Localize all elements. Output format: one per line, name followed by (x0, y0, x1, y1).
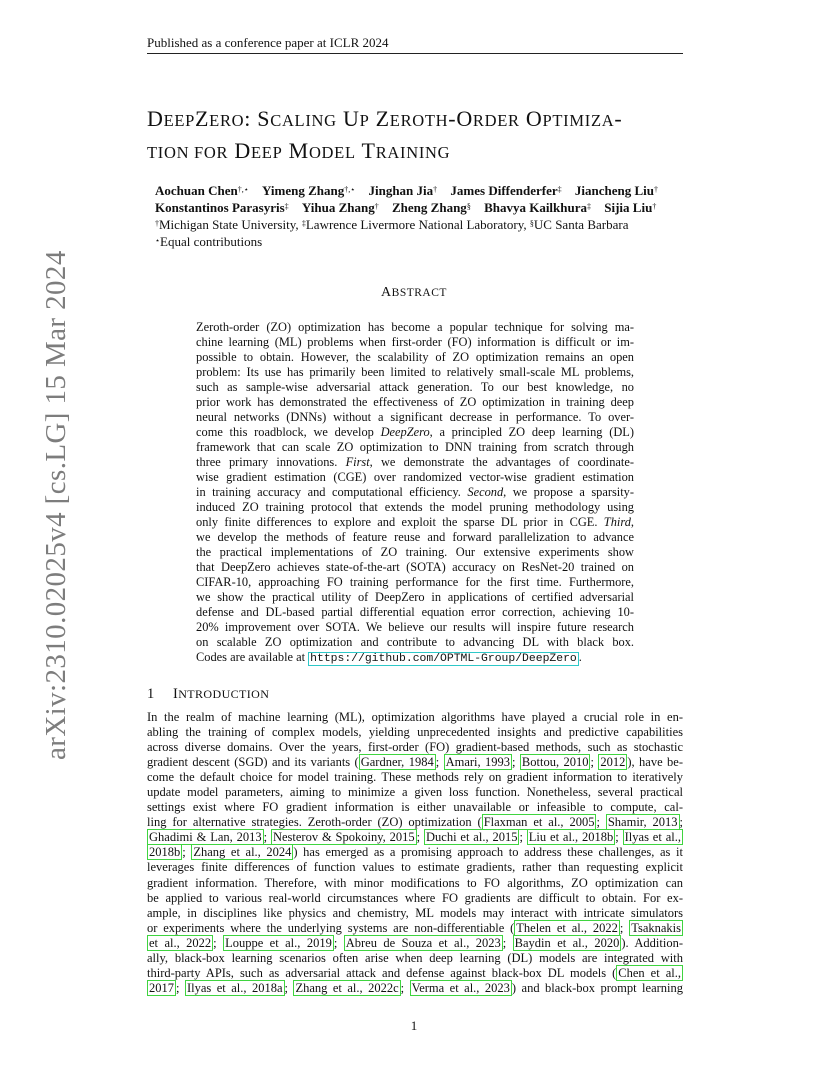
text-run: ; (615, 830, 623, 845)
intro-line (147, 981, 683, 996)
heading-rest: NTRODUCTION (178, 687, 270, 701)
author-row-1 (155, 182, 685, 199)
text-run: In the realm of machine learning (ML), optimization algorithms have played a crucial role in en- (147, 710, 683, 724)
text-run: ; (182, 845, 192, 860)
title-fragment: Z (369, 106, 390, 131)
abstract-line: framework that can scale ZO optimization to DNN training from scratch through (196, 440, 634, 454)
citation-link[interactable]: et al., 2022 (149, 935, 212, 950)
citation-link[interactable]: Duchi et al., 2015 (426, 830, 518, 845)
author-name: Yihua Zhang (301, 200, 375, 215)
affiliation-mark: ‡ (301, 219, 306, 228)
intro-line (147, 800, 683, 815)
text-run: ; (263, 830, 271, 845)
title-fragment: T (355, 138, 376, 163)
intro-line (147, 755, 683, 770)
text-run: ; (619, 920, 630, 935)
citation-link[interactable]: Louppe et al., 2019 (225, 935, 332, 950)
text-run: ; (596, 815, 606, 830)
citation-link[interactable]: Verma et al., 2023 (411, 980, 510, 995)
text-run: ; (176, 980, 185, 995)
author-name: James Diffenderfer (450, 183, 558, 198)
text-run: in training accuracy and computational efficiency. (196, 485, 468, 499)
abstract-line: defense and DL-based partial differential equation error correction, achieving 10- (196, 605, 634, 619)
text-run: three primary innovations. (196, 455, 346, 469)
affiliation-text: Michigan State University, (159, 217, 302, 232)
intro-line (147, 785, 683, 800)
text-run: ling for alternative strategies. Zeroth-order (ZO) optimization ( (147, 815, 482, 830)
header-rule (147, 53, 683, 54)
text-run: leverages finite differences of function values to estimate gradients, rather than requesting explicit (147, 860, 683, 875)
intro-line (147, 891, 683, 906)
intro-line (147, 876, 683, 891)
title-fragment: : (244, 106, 258, 131)
title-fragment: EEP (163, 111, 196, 130)
abstract-line: we develop the methods of feature reuse and forward parallelization to advance (196, 530, 634, 544)
title-fragment: U (336, 106, 360, 131)
text-run: gradient descent (SGD) and its variants ( (147, 755, 359, 770)
author-mark: † (374, 202, 379, 211)
title-fragment: O (519, 106, 543, 131)
title-fragment: RDER (472, 111, 520, 130)
text-run: gradient information. Therefore, with minor modifications to FO algorithms, ZO optimization can (147, 875, 683, 890)
text-run: be applied to various real-world circumstances where FO gradients are difficult to obtain. For ex- (147, 890, 683, 905)
title-fragment: - (614, 106, 623, 131)
title-fragment: O (456, 106, 473, 131)
text-run: ) has emerged as a promising approach to address these challenges, as it (293, 845, 683, 860)
author-name: Yimeng Zhang (261, 183, 345, 198)
text-run: . (578, 650, 582, 664)
text-run: ; (416, 830, 424, 845)
intro-line (147, 740, 683, 755)
citation-link[interactable]: Amari, 1993 (445, 755, 511, 770)
intro-line (147, 951, 683, 966)
text-run: ; (400, 980, 410, 995)
text-run: ; (502, 935, 513, 950)
abstract-line: prior work has demonstrated the effectiveness of ZO optimization in training deep (196, 395, 634, 409)
abstract-line: problem: Its use has primarily been limited to relatively small-scale ML problems, (196, 365, 634, 379)
arxiv-stamp: arXiv:2310.02025v4 [cs.LG] 15 Mar 2024 (40, 250, 72, 760)
text-run: come the default choice for model training. These methods rely on gradient information to iteratively (147, 770, 683, 785)
text-run: ; (590, 755, 599, 770)
text-run: ample, in disciplines like physics and chemistry, ML models may interact with intricate simulators (147, 905, 683, 920)
title-fragment: CALING (270, 111, 337, 130)
citation-link[interactable]: Shamir, 2013 (607, 815, 678, 830)
intro-line (147, 906, 683, 921)
equal-contribution-note (155, 233, 685, 250)
author-name: Jinghan Jia (368, 183, 434, 198)
author-name: Sijia Liu (604, 200, 653, 215)
citation-link[interactable]: Abreu de Souza et al., 2023 (345, 935, 501, 950)
text-run: ) and black-box prompt learning (511, 980, 684, 995)
affiliation-text: Lawrence Livermore National Laboratory, (305, 217, 530, 232)
title-fragment: S (257, 106, 271, 131)
title-fragment: EEP (251, 143, 283, 162)
abstract-line: that DeepZero achieves state-of-the-art (SOTA) accuracy on ResNet-20 trained on (196, 560, 634, 574)
citation-link[interactable]: Ilyas et al., (624, 830, 681, 845)
text-run: ). Addition- (621, 935, 683, 950)
author-mark: † (653, 185, 658, 194)
abstract-line: 20% improvement over SOTA. We believe our results will inspire future research (196, 620, 634, 634)
heading-cap: A (381, 285, 392, 300)
text-run: , a principled ZO deep learning (DL) (429, 425, 634, 439)
author-mark: ‡ (587, 202, 592, 211)
citation-link[interactable]: Zhang et al., 2024 (193, 845, 292, 860)
page-number: 1 (410, 1018, 418, 1033)
author-block (155, 182, 685, 250)
abstract-heading (0, 285, 828, 301)
citation-link[interactable]: Liu et al., 2018b (528, 830, 614, 845)
paper-title (147, 104, 692, 168)
heading-cap: I (173, 686, 179, 702)
text-run: across diverse domains. Over the years, first-order (FO) gradient-based methods, such as stochastic (147, 740, 683, 755)
author-mark: † (433, 185, 438, 194)
intro-line (147, 966, 683, 981)
author-mark: †,⋆ (344, 185, 356, 194)
author-row-2 (155, 199, 685, 216)
title-fragment: PTIMIZA (542, 111, 615, 130)
abstract-line: induced ZO training protocol that extends the model pruning methodology using (196, 500, 634, 514)
equal-mark: ⋆ (155, 236, 161, 245)
affiliations (155, 216, 685, 233)
citation-link[interactable]: Gardner, 1984 (360, 755, 434, 770)
affiliation-mark: § (529, 219, 534, 228)
running-header: Published as a conference paper at ICLR 2024 (147, 35, 389, 50)
citation-link[interactable]: 2012 (600, 755, 626, 770)
abstract-line: such as sample-wise adversarial attack generation. To our best knowledge, no (196, 380, 634, 394)
intro-line (147, 710, 683, 725)
title-line-2 (147, 136, 692, 168)
emphasis: Third (603, 515, 631, 529)
text-run: ; (679, 815, 683, 830)
abstract-line: possible to obtain. However, the scalability of ZO optimization remains an open (196, 350, 634, 364)
abstract-line: we show the practical utility of DeepZero in applications of certified adversarial (196, 590, 634, 604)
title-fragment: Z (195, 106, 210, 131)
introduction-body (147, 710, 683, 996)
author-name: Konstantinos Parasyris (155, 200, 285, 215)
text-run: ; (333, 935, 344, 950)
author-mark: †,⋆ (237, 185, 249, 194)
citation-link[interactable]: Ghadimi & Lan, 2013 (149, 830, 262, 845)
intro-line (147, 725, 683, 740)
abstract-line: neural networks (DNNs) without a significant decrease in performance. To over- (196, 410, 634, 424)
text-run: only finite differences to explore and exploit the sparse DL prior in CGE. (196, 515, 604, 529)
author-name: Aochuan Chen (155, 183, 238, 198)
intro-line (147, 936, 683, 951)
title-fragment: ODEL (308, 143, 356, 162)
text-run: come this roadblock, we develop (196, 425, 381, 439)
abstract-line (196, 485, 634, 500)
author-name: Bhavya Kailkhura (484, 200, 588, 215)
intro-line (147, 830, 683, 845)
abstract-line: wise gradient estimation (CGE) over randomized vector-wise gradient estimation (196, 470, 634, 484)
abstract-line: Zeroth-order (ZO) optimization has become a popular technique for solving ma- (196, 320, 634, 334)
abstract-line (196, 515, 634, 530)
text-run: Codes are available at (196, 650, 309, 664)
text-run: ally, black-box learning scenarios often arise when deep learning (DL) models are integrated with (147, 950, 683, 965)
title-fragment: - (448, 106, 457, 131)
text-run: or experiments where the underlying systems are non-differentiable ( (147, 920, 515, 935)
title-fragment: RAINING (375, 143, 451, 162)
title-fragment: TION FOR (147, 143, 229, 162)
text-run: third-party APIs, such as adversarial attack and defense against black-box DL models ( (147, 965, 617, 980)
text-run: ; (284, 980, 294, 995)
author-mark: † (652, 202, 657, 211)
affiliation-text: UC Santa Barbara (533, 217, 629, 232)
text-run: ), have be- (627, 755, 683, 770)
citation-link[interactable]: Tsaknakis (631, 920, 681, 935)
abstract-line (196, 455, 634, 470)
intro-line (147, 845, 683, 860)
title-fragment: P (359, 111, 370, 130)
text-run: update model parameters, aiming to minimize a given loss function. Nonetheless, several practical (147, 785, 683, 800)
citation-link[interactable]: Nesterov & Spokoiny, 2015 (272, 830, 415, 845)
text-run: settings exist where FO gradient information is either unavailable or infeasible to compute, cal- (147, 800, 683, 815)
title-fragment: D (228, 138, 252, 163)
citation-link[interactable]: Zhang et al., 2022c (295, 980, 399, 995)
emphasis: First (345, 455, 370, 469)
abstract-line: CIFAR-10, approaching FO training performance for the first time. Furthermore, (196, 575, 634, 589)
citation-link[interactable]: Ilyas et al., 2018a (186, 980, 283, 995)
author-name: Zheng Zhang (392, 200, 467, 215)
abstract-line: chine learning (ML) problems when first-order (FO) information is difficult or im- (196, 335, 634, 349)
abstract-line (196, 650, 634, 667)
intro-line (147, 860, 683, 875)
citation-link[interactable]: Chen et al., (618, 965, 681, 980)
text-run: ; (213, 935, 224, 950)
emphasis: Second (467, 485, 504, 499)
intro-line (147, 770, 683, 785)
abstract-line (196, 425, 634, 440)
title-fragment: D (147, 106, 164, 131)
section-number: 1 (147, 686, 155, 702)
title-fragment: ERO (209, 111, 245, 130)
text-run: ; (512, 755, 520, 770)
abstract-body (196, 320, 634, 667)
author-mark: ‡ (557, 185, 562, 194)
section-heading-introduction (147, 686, 269, 703)
title-fragment: EROTH (389, 111, 449, 130)
title-fragment: M (282, 138, 309, 163)
abstract-line: the practical implementations of ZO training. Our extensive experiments show (196, 545, 634, 559)
emphasis: DeepZero (380, 425, 430, 439)
author-name: Jiancheng Liu (574, 183, 654, 198)
intro-line (147, 815, 683, 830)
code-link[interactable]: https://github.com/OPTML-Group/DeepZero (310, 653, 577, 665)
equal-text: Equal contributions (160, 234, 263, 249)
author-mark: § (466, 202, 471, 211)
text-run: , we propose a sparsity- (503, 485, 634, 499)
text-run: ; (519, 830, 527, 845)
heading-rest: BSTRACT (391, 287, 447, 299)
text-run: , we demonstrate the advantages of coordinate- (369, 455, 634, 469)
citation-link[interactable]: Thelen et al., 2022 (516, 920, 618, 935)
citation-link[interactable]: 2017 (149, 980, 174, 995)
affiliation-mark: † (155, 219, 159, 228)
abstract-line: on scalable ZO optimization and contribute to advancing DL with black box. (196, 635, 634, 649)
citation-link[interactable]: Bottou, 2010 (521, 755, 589, 770)
text-run: , (630, 515, 634, 529)
author-mark: ‡ (284, 202, 289, 211)
title-line-1 (147, 104, 692, 136)
citation-link[interactable]: 2018b (149, 845, 181, 860)
citation-link[interactable]: Flaxman et al., 2005 (483, 815, 595, 830)
citation-link[interactable]: Baydin et al., 2020 (514, 935, 620, 950)
text-run: abling the training of complex models, yielding unprecedented insights and predictive capabilities (147, 725, 683, 740)
intro-line (147, 921, 683, 936)
text-run: ; (435, 755, 444, 770)
